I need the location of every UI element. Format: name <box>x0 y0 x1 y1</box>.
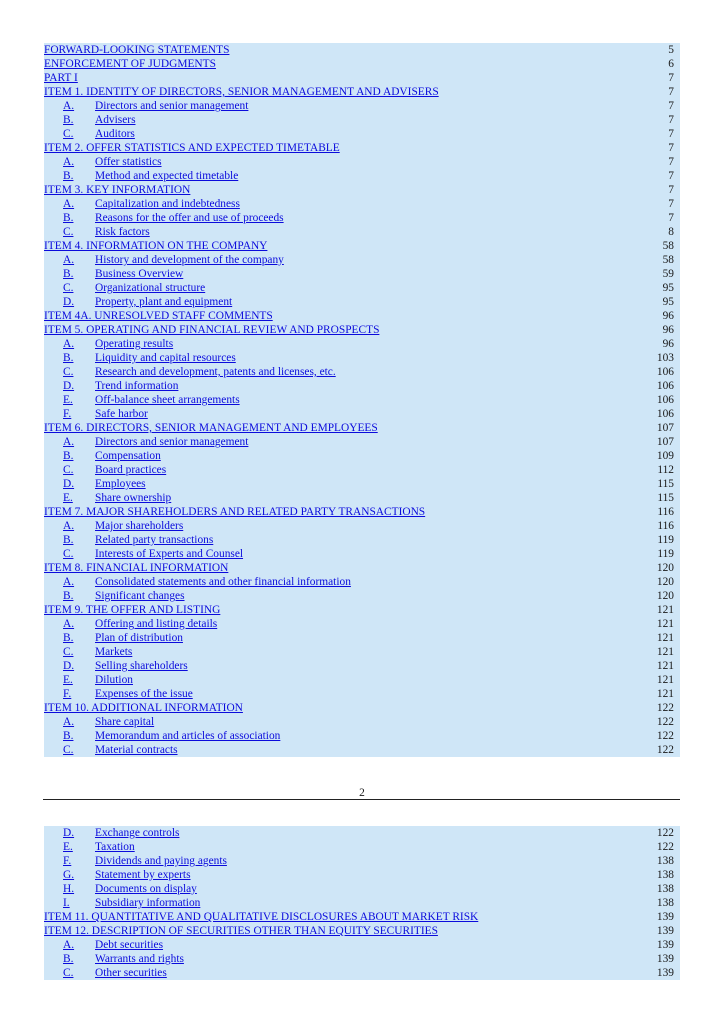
toc-page-number: 95 <box>662 282 674 294</box>
toc-subitem-letter-link[interactable]: B. <box>63 352 74 364</box>
toc-subitem-letter-link[interactable]: E. <box>63 492 73 504</box>
toc-page-number: 122 <box>656 841 674 853</box>
toc-subitem-link[interactable]: Offer statistics <box>95 156 162 168</box>
toc-page-number: 139 <box>656 967 674 979</box>
toc-subitem-letter-link[interactable]: B. <box>63 590 74 602</box>
toc-page-number: 106 <box>656 394 674 406</box>
toc-subitem-row <box>44 840 680 854</box>
toc-page-number: 138 <box>656 883 674 895</box>
toc-subitem-letter-link[interactable]: D. <box>63 827 75 839</box>
toc-item-row <box>44 421 680 435</box>
toc-subitem-link[interactable]: Dilution <box>95 674 133 686</box>
toc-page-number: 119 <box>657 534 674 546</box>
toc-item-row <box>44 183 680 197</box>
toc-page-number: 138 <box>656 869 674 881</box>
toc-page-number: 7 <box>668 170 674 182</box>
toc-subitem-row <box>44 127 680 141</box>
toc-page-number: 58 <box>662 240 674 252</box>
toc-subitem-letter-link[interactable]: A. <box>63 254 75 266</box>
toc-subitem-row <box>44 477 680 491</box>
toc-subitem-letter-link[interactable]: B. <box>63 632 74 644</box>
toc-item-row <box>44 910 680 924</box>
toc-page-number: 120 <box>656 576 674 588</box>
toc-page-number: 7 <box>668 86 674 98</box>
toc-subitem-letter-link[interactable]: C. <box>63 282 74 294</box>
toc-subitem-row <box>44 365 680 379</box>
toc-subitem-link[interactable]: Business Overview <box>95 268 184 280</box>
toc-page-number: 116 <box>657 506 674 518</box>
toc-subitem-row <box>44 868 680 882</box>
toc-subitem-letter-link[interactable]: B. <box>63 170 74 182</box>
toc-page-number: 7 <box>668 198 674 210</box>
toc-page-number: 120 <box>656 590 674 602</box>
toc-subitem-link[interactable]: Auditors <box>95 128 135 140</box>
toc-page-number: 139 <box>656 953 674 965</box>
toc-subitem-link[interactable]: Expenses of the issue <box>95 688 193 700</box>
toc-subitem-link[interactable]: Plan of distribution <box>95 632 183 644</box>
toc-page-number: 112 <box>657 464 674 476</box>
toc-subitem-row <box>44 966 680 980</box>
toc-subitem-letter-link[interactable]: C. <box>63 366 74 378</box>
toc-subitem-link[interactable]: Debt securities <box>95 939 164 951</box>
toc-subitem-link[interactable]: Safe harbor <box>95 408 148 420</box>
toc-subitem-link[interactable]: Organizational structure <box>95 282 206 294</box>
toc-subitem-letter-link[interactable]: A. <box>63 198 75 210</box>
toc-page-number: 116 <box>657 520 674 532</box>
toc-page-number: 7 <box>668 184 674 196</box>
toc-subitem-letter-link[interactable]: B. <box>63 534 74 546</box>
toc-subitem-letter-link[interactable]: D. <box>63 478 75 490</box>
toc-item-link[interactable]: ITEM 9. THE OFFER AND LISTING <box>44 604 221 616</box>
toc-subitem-letter-link[interactable]: C. <box>63 226 74 238</box>
toc-subitem-row <box>44 225 680 239</box>
toc-subitem-letter-link[interactable]: A. <box>63 338 75 350</box>
toc-subitem-link[interactable]: Reasons for the offer and use of proceeds <box>95 212 284 224</box>
toc-subitem-row <box>44 533 680 547</box>
toc-subitem-row <box>44 519 680 533</box>
toc-subitem-link[interactable]: Material contracts <box>95 744 178 756</box>
toc-subitem-row <box>44 435 680 449</box>
toc-page-number: 138 <box>656 855 674 867</box>
toc-item-link[interactable]: ENFORCEMENT OF JUDGMENTS <box>44 58 216 70</box>
toc-subitem-link[interactable]: Directors and senior management <box>95 100 249 112</box>
toc-subitem-row <box>44 491 680 505</box>
toc-subitem-letter-link[interactable]: A. <box>63 939 75 951</box>
toc-page-number: 106 <box>656 366 674 378</box>
toc-item-link[interactable]: ITEM 8. FINANCIAL INFORMATION <box>44 562 229 574</box>
toc-subitem-link[interactable]: Consolidated statements and other financial information <box>95 576 351 588</box>
toc-page-number: 6 <box>668 58 674 70</box>
toc-subitem-row <box>44 673 680 687</box>
toc-subitem-row <box>44 896 680 910</box>
toc-page-number: 95 <box>662 296 674 308</box>
toc-subitem-link[interactable]: Operating results <box>95 338 174 350</box>
toc-subitem-row <box>44 99 680 113</box>
toc-subitem-row <box>44 169 680 183</box>
toc-page-number: 139 <box>656 911 674 923</box>
toc-subitem-letter-link[interactable]: C. <box>63 967 74 979</box>
toc-page-number: 7 <box>668 142 674 154</box>
toc-page-number: 96 <box>662 310 674 322</box>
toc-page-number: 7 <box>668 100 674 112</box>
toc-item-row <box>44 701 680 715</box>
toc-page-number: 96 <box>662 338 674 350</box>
toc-page-number: 7 <box>668 212 674 224</box>
toc-subitem-row <box>44 715 680 729</box>
toc-item-link[interactable]: ITEM 2. OFFER STATISTICS AND EXPECTED TIMETABLE <box>44 142 340 154</box>
toc-item-link[interactable]: ITEM 11. QUANTITATIVE AND QUALITATIVE DISCLOSURES ABOUT MARKET RISK <box>44 911 479 923</box>
toc-subitem-link[interactable]: Memorandum and articles of association <box>95 730 281 742</box>
toc-page-number: 121 <box>656 632 674 644</box>
toc-subitem-link[interactable]: Documents on display <box>95 883 197 895</box>
toc-page-number: 106 <box>656 380 674 392</box>
toc-page-number: 96 <box>662 324 674 336</box>
toc-item-row <box>44 561 680 575</box>
toc-item-row <box>44 603 680 617</box>
toc-subitem-letter-link[interactable]: A. <box>63 618 75 630</box>
toc-item-link[interactable]: ITEM 7. MAJOR SHAREHOLDERS AND RELATED PARTY TRANSACTIONS <box>44 506 426 518</box>
toc-item-link[interactable]: ITEM 5. OPERATING AND FINANCIAL REVIEW AND PROSPECTS <box>44 324 380 336</box>
toc-subitem-row <box>44 659 680 673</box>
toc-subitem-letter-link[interactable]: F. <box>63 855 72 867</box>
toc-subitem-letter-link[interactable]: I. <box>63 897 70 909</box>
toc-subitem-letter-link[interactable]: C. <box>63 548 74 560</box>
toc-item-row <box>44 323 680 337</box>
toc-subitem-letter-link[interactable]: B. <box>63 114 74 126</box>
toc-subitem-letter-link[interactable]: A. <box>63 576 75 588</box>
toc-subitem-letter-link[interactable]: D. <box>63 380 75 392</box>
toc-page-number: 109 <box>656 450 674 462</box>
toc-page-number: 5 <box>668 44 674 56</box>
toc-subitem-letter-link[interactable]: C. <box>63 744 74 756</box>
toc-subitem-row <box>44 743 680 757</box>
toc-page-number: 7 <box>668 128 674 140</box>
toc-subitem-link[interactable]: Warrants and rights <box>95 953 184 965</box>
toc-subitem-link[interactable]: Share capital <box>95 716 155 728</box>
toc-subitem-letter-link[interactable]: H. <box>63 883 75 895</box>
toc-subitem-letter-link[interactable]: A. <box>63 436 75 448</box>
toc-subitem-link[interactable]: Method and expected timetable <box>95 170 239 182</box>
toc-item-row <box>44 309 680 323</box>
toc-item-link[interactable]: ITEM 6. DIRECTORS, SENIOR MANAGEMENT AND EMPLOYEES <box>44 422 378 434</box>
toc-subitem-link[interactable]: Taxation <box>95 841 135 853</box>
toc-item-row <box>44 505 680 519</box>
toc-subitem-row <box>44 854 680 868</box>
toc-page-number: 121 <box>656 646 674 658</box>
toc-subitem-row <box>44 882 680 896</box>
toc-subitem-link[interactable]: Dividends and paying agents <box>95 855 227 867</box>
toc-page-number: 121 <box>656 688 674 700</box>
toc-subitem-link[interactable]: Capitalization and indebtedness <box>95 198 240 210</box>
toc-page-number: 122 <box>656 702 674 714</box>
toc-subitem-letter-link[interactable]: E. <box>63 841 73 853</box>
toc-subitem-letter-link[interactable]: B. <box>63 268 74 280</box>
toc-subitem-letter-link[interactable]: A. <box>63 716 75 728</box>
toc-subitem-link[interactable]: Major shareholders <box>95 520 184 532</box>
toc-subitem-link[interactable]: Compensation <box>95 450 161 462</box>
toc-page-number: 8 <box>668 226 674 238</box>
toc-page-number: 7 <box>668 156 674 168</box>
toc-page-number: 122 <box>656 827 674 839</box>
toc-item-link[interactable]: ITEM 10. ADDITIONAL INFORMATION <box>44 702 243 714</box>
table-of-contents-part-2 <box>44 826 680 980</box>
toc-page-number: 120 <box>656 562 674 574</box>
toc-item-link[interactable]: ITEM 3. KEY INFORMATION <box>44 184 191 196</box>
toc-page-number: 106 <box>656 408 674 420</box>
toc-subitem-link[interactable]: Markets <box>95 646 133 658</box>
toc-subitem-row <box>44 589 680 603</box>
toc-subitem-letter-link[interactable]: B. <box>63 953 74 965</box>
toc-subitem-link[interactable]: Directors and senior management <box>95 436 249 448</box>
toc-subitem-link[interactable]: Exchange controls <box>95 827 180 839</box>
toc-subitem-link[interactable]: Board practices <box>95 464 167 476</box>
toc-page-number: 107 <box>656 422 674 434</box>
toc-subitem-link[interactable]: Interests of Experts and Counsel <box>95 548 244 560</box>
toc-subitem-row <box>44 211 680 225</box>
toc-subitem-letter-link[interactable]: E. <box>63 674 73 686</box>
toc-page-number: 139 <box>656 939 674 951</box>
toc-subitem-link[interactable]: Trend information <box>95 380 179 392</box>
toc-page-number: 59 <box>662 268 674 280</box>
toc-subitem-link[interactable]: Advisers <box>95 114 136 126</box>
toc-subitem-row <box>44 337 680 351</box>
toc-page-number: 7 <box>668 72 674 84</box>
toc-item-row <box>44 71 680 85</box>
toc-subitem-row <box>44 575 680 589</box>
toc-item-link[interactable]: ITEM 4A. UNRESOLVED STAFF COMMENTS <box>44 310 273 322</box>
toc-subitem-link[interactable]: Offering and listing details <box>95 618 218 630</box>
toc-subitem-letter-link[interactable]: B. <box>63 450 74 462</box>
toc-subitem-letter-link[interactable]: A. <box>63 100 75 112</box>
toc-page-number: 103 <box>656 352 674 364</box>
toc-subitem-row <box>44 687 680 701</box>
toc-subitem-link[interactable]: Subsidiary information <box>95 897 201 909</box>
toc-page-number: 107 <box>656 436 674 448</box>
toc-page-number: 122 <box>656 716 674 728</box>
toc-subitem-row <box>44 952 680 966</box>
toc-subitem-row <box>44 617 680 631</box>
toc-subitem-letter-link[interactable]: B. <box>63 730 74 742</box>
toc-subitem-letter-link[interactable]: C. <box>63 646 74 658</box>
toc-subitem-link[interactable]: Research and development, patents and licenses, etc. <box>95 366 336 378</box>
toc-item-row <box>44 57 680 71</box>
toc-subitem-link[interactable]: Off-balance sheet arrangements <box>95 394 240 406</box>
toc-item-link[interactable]: ITEM 4. INFORMATION ON THE COMPANY <box>44 240 268 252</box>
toc-subitem-link[interactable]: History and development of the company <box>95 254 284 266</box>
page-number: 2 <box>359 787 365 799</box>
toc-subitem-row <box>44 155 680 169</box>
toc-subitem-link[interactable]: Statement by experts <box>95 869 191 881</box>
toc-subitem-row <box>44 393 680 407</box>
toc-subitem-row <box>44 463 680 477</box>
toc-subitem-letter-link[interactable]: A. <box>63 156 75 168</box>
toc-subitem-letter-link[interactable]: A. <box>63 520 75 532</box>
toc-subitem-letter-link[interactable]: B. <box>63 212 74 224</box>
toc-subitem-letter-link[interactable]: D. <box>63 296 75 308</box>
toc-subitem-row <box>44 253 680 267</box>
toc-page-number: 7 <box>668 114 674 126</box>
toc-subitem-row <box>44 281 680 295</box>
toc-subitem-link[interactable]: Related party transactions <box>95 534 214 546</box>
toc-page-number: 119 <box>657 548 674 560</box>
toc-item-row <box>44 239 680 253</box>
toc-item-row <box>44 85 680 99</box>
toc-subitem-link[interactable]: Significant changes <box>95 590 185 602</box>
toc-subitem-link[interactable]: Property, plant and equipment <box>95 296 233 308</box>
toc-page-number: 139 <box>656 925 674 937</box>
toc-item-row <box>44 141 680 155</box>
toc-subitem-row <box>44 379 680 393</box>
toc-subitem-row <box>44 267 680 281</box>
toc-item-link[interactable]: ITEM 12. DESCRIPTION OF SECURITIES OTHER THAN EQUITY SECURITIES <box>44 925 438 937</box>
table-of-contents-part-1 <box>44 43 680 757</box>
toc-subitem-link[interactable]: Risk factors <box>95 226 150 238</box>
toc-page-number: 115 <box>657 492 674 504</box>
page-divider <box>43 799 680 800</box>
toc-page-number: 122 <box>656 744 674 756</box>
toc-subitem-letter-link[interactable]: F. <box>63 408 72 420</box>
toc-subitem-row <box>44 113 680 127</box>
toc-subitem-letter-link[interactable]: G. <box>63 869 75 881</box>
toc-subitem-link[interactable]: Other securities <box>95 967 167 979</box>
toc-item-link[interactable]: PART I <box>44 72 78 84</box>
toc-subitem-row <box>44 351 680 365</box>
toc-item-link[interactable]: FORWARD-LOOKING STATEMENTS <box>44 44 230 56</box>
toc-page-number: 115 <box>657 478 674 490</box>
toc-subitem-row <box>44 547 680 561</box>
toc-subitem-link[interactable]: Share ownership <box>95 492 172 504</box>
toc-page-number: 58 <box>662 254 674 266</box>
toc-subitem-link[interactable]: Selling shareholders <box>95 660 188 672</box>
toc-subitem-row <box>44 938 680 952</box>
toc-page-number: 121 <box>656 618 674 630</box>
toc-subitem-row <box>44 645 680 659</box>
toc-subitem-letter-link[interactable]: E. <box>63 394 73 406</box>
toc-subitem-link[interactable]: Liquidity and capital resources <box>95 352 236 364</box>
toc-item-row <box>44 43 680 57</box>
toc-subitem-letter-link[interactable]: C. <box>63 128 74 140</box>
toc-subitem-row <box>44 197 680 211</box>
toc-subitem-row <box>44 449 680 463</box>
toc-page-number: 138 <box>656 897 674 909</box>
toc-subitem-row <box>44 631 680 645</box>
toc-page-number: 122 <box>656 730 674 742</box>
toc-subitem-letter-link[interactable]: D. <box>63 660 75 672</box>
toc-item-row <box>44 924 680 938</box>
toc-subitem-row <box>44 826 680 840</box>
toc-subitem-link[interactable]: Employees <box>95 478 146 490</box>
toc-page-number: 121 <box>656 604 674 616</box>
toc-subitem-letter-link[interactable]: F. <box>63 688 72 700</box>
toc-subitem-row <box>44 729 680 743</box>
toc-subitem-row <box>44 407 680 421</box>
toc-item-link[interactable]: ITEM 1. IDENTITY OF DIRECTORS, SENIOR MANAGEMENT AND ADVISERS <box>44 86 439 98</box>
toc-subitem-row <box>44 295 680 309</box>
toc-subitem-letter-link[interactable]: C. <box>63 464 74 476</box>
toc-page-number: 121 <box>656 674 674 686</box>
toc-page-number: 121 <box>656 660 674 672</box>
